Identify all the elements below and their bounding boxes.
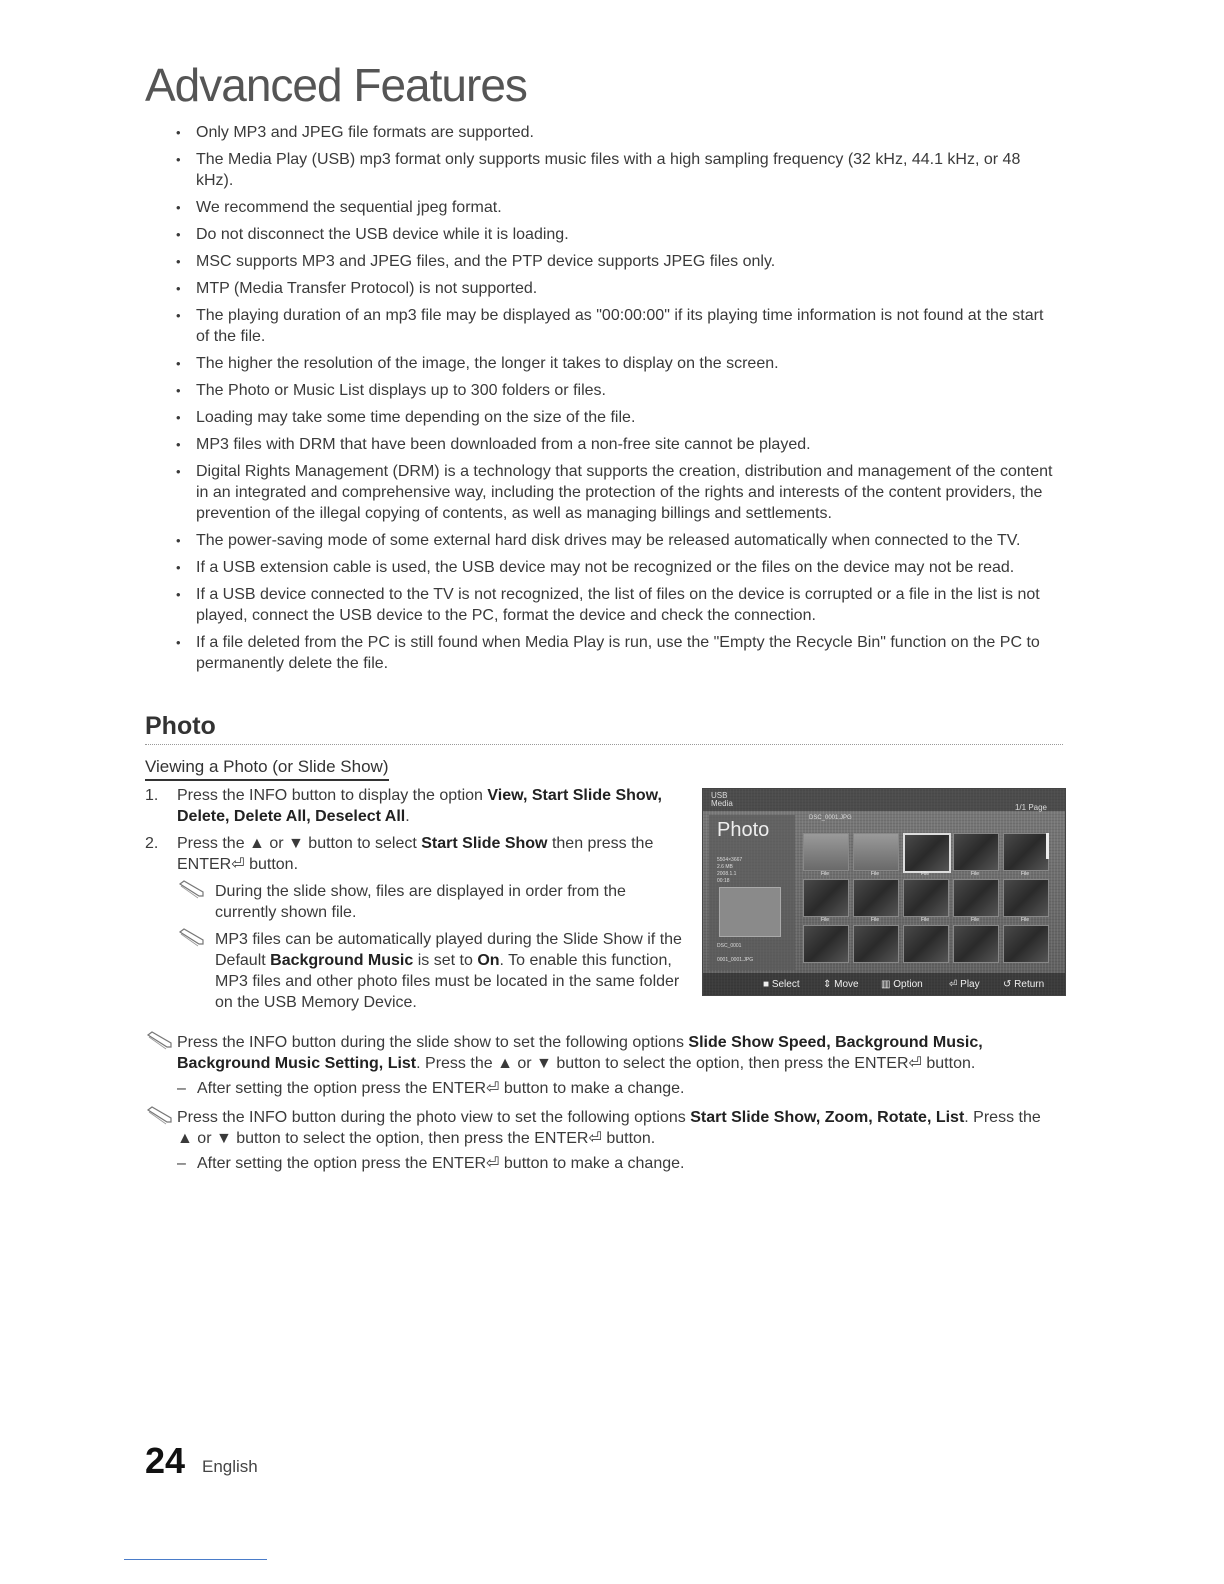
thumb-caption: File xyxy=(920,917,930,923)
text: button. xyxy=(244,856,299,873)
thumb-caption: File xyxy=(870,917,880,923)
list-item: • The Media Play (USB) mp3 format only supports music files with a high sampling frequency (32 kHz, 44.1 kHz, or 48 kHz). xyxy=(176,149,1056,191)
folder-thumbnail[interactable] xyxy=(803,833,849,871)
text: . xyxy=(405,808,410,825)
text: Press the xyxy=(177,835,250,852)
text: or xyxy=(192,1130,216,1147)
step-1 xyxy=(145,785,685,827)
tv-path: DSC_0001.JPG xyxy=(809,815,852,821)
thumbnail-grid xyxy=(801,833,1051,967)
text: button. xyxy=(921,1055,976,1072)
photo-thumbnail[interactable] xyxy=(853,879,899,917)
down-arrow-icon: ▼ xyxy=(215,1130,232,1147)
photo-thumbnail[interactable] xyxy=(903,833,951,873)
thumb-caption: File xyxy=(920,871,930,877)
tv-footer xyxy=(703,973,1065,995)
steps xyxy=(145,785,685,1019)
list-item: • We recommend the sequential jpeg format. xyxy=(176,197,1056,218)
text: button. xyxy=(601,1130,656,1147)
thumb-caption: File xyxy=(870,871,880,877)
photo-thumbnail[interactable] xyxy=(903,925,949,963)
enter-icon: ⏎ xyxy=(231,856,245,873)
select-hint: ■ Select xyxy=(763,979,800,990)
tv-photo-screen xyxy=(702,788,1066,996)
list-item: • MSC supports MP3 and JPEG files, and the PTP device supports JPEG files only. xyxy=(176,251,1056,272)
text: Press the xyxy=(177,787,250,804)
enter-icon: ⏎ xyxy=(908,1055,922,1072)
section-title-photo: Photo xyxy=(145,712,216,740)
photo-thumbnail[interactable] xyxy=(903,879,949,917)
enter-key: ENTER xyxy=(431,1080,487,1097)
pencil-note-icon xyxy=(177,928,207,948)
enter-key: ENTER xyxy=(534,1130,589,1147)
move-hint: ⇕ Move xyxy=(823,979,859,990)
photo-thumbnail[interactable] xyxy=(953,925,999,963)
photo-thumbnail[interactable] xyxy=(953,833,999,871)
photo-thumbnail[interactable] xyxy=(953,879,999,917)
tv-header xyxy=(703,789,1065,811)
media-label: Media xyxy=(711,799,733,808)
text: button to select the option, then press the xyxy=(551,1055,855,1072)
list-item: • MTP (Media Transfer Protocol) is not supported. xyxy=(176,278,1056,299)
list-item: • The power-saving mode of some external hard disk drives may be released automatically when connected to the TV. xyxy=(176,530,1056,551)
info-line: 5504×3667 xyxy=(717,857,743,863)
list-item: • The higher the resolution of the image, the longer it takes to display on the screen. xyxy=(176,353,1056,374)
option-name: Background Music xyxy=(270,952,414,969)
enter-key: ENTER xyxy=(431,1155,487,1172)
source-label: USB xyxy=(711,791,728,800)
file-info xyxy=(717,857,742,885)
up-arrow-icon: ▲ xyxy=(249,835,265,852)
info-line: 2.6 MB xyxy=(717,864,733,870)
text: or xyxy=(512,1055,537,1072)
pencil-note-icon xyxy=(145,1031,175,1051)
subsection-title: Viewing a Photo (or Slide Show) xyxy=(145,757,389,781)
footer-line xyxy=(124,1559,267,1560)
photo-thumbnail[interactable] xyxy=(803,925,849,963)
list-item: • If a USB extension cable is used, the USB device may not be recognized or the files on the device may not be read. xyxy=(176,557,1056,578)
step-2 xyxy=(145,833,685,1013)
folder-thumbnail[interactable] xyxy=(853,833,899,871)
thumb-caption: File xyxy=(970,917,980,923)
thumb-caption: File xyxy=(820,917,830,923)
text: button to make a change. xyxy=(499,1155,685,1172)
list-item: • Digital Rights Management (DRM) is a technology that supports the creation, distribution and management of the content in an integrated and comprehensive way, including the protection of the rights and interests of the content providers, the prevention of the illegal copying of contents, as well as managing billings and settlements. xyxy=(176,461,1056,524)
thumb-caption: File xyxy=(820,871,830,877)
photo-preview xyxy=(719,887,781,937)
list-item: • The Photo or Music List displays up to 300 folders or files. xyxy=(176,380,1056,401)
text: Press the xyxy=(177,1109,250,1126)
note xyxy=(177,881,685,923)
enter-key: ENTER xyxy=(854,1055,909,1072)
pencil-note-icon xyxy=(145,1106,175,1126)
text: MP3 files can be automatically played during the Slide Show if the Default xyxy=(215,931,682,969)
text: button during the slide show to set the following options xyxy=(287,1034,689,1051)
thumb-caption: File xyxy=(1020,917,1030,923)
text: After setting the option press the xyxy=(197,1080,432,1097)
down-arrow-icon: ▼ xyxy=(288,835,304,852)
text: Press the xyxy=(177,1034,250,1051)
text: button during the photo view to set the following options xyxy=(287,1109,691,1126)
usb-notes-list xyxy=(176,122,1056,680)
page-indicator: 1/1 Page xyxy=(1014,803,1047,812)
list-item: • The playing duration of an mp3 file may be displayed as "00:00:00" if its playing time information is not found at the start of the file. xyxy=(176,305,1056,347)
option-names: View, Start Slide Show, Delete, Delete All, Deselect All xyxy=(177,787,662,825)
text: is set to xyxy=(413,952,478,969)
return-hint: ↺ Return xyxy=(1003,979,1045,990)
pencil-note-icon xyxy=(177,880,207,900)
option-names: Start Slide Show, Zoom, Rotate, List xyxy=(690,1109,965,1126)
enter-icon: ⏎ xyxy=(486,1080,500,1097)
option-value: On xyxy=(477,952,500,969)
option-hint: ▥ Option xyxy=(881,979,923,990)
sub-note xyxy=(145,1153,1060,1174)
enter-icon: ⏎ xyxy=(486,1155,500,1172)
text: . To enable this function, MP3 files and other photo files must be located in the same folder on the USB Memory Device. xyxy=(215,952,680,1011)
info-key: INFO xyxy=(249,1034,288,1051)
up-arrow-icon: ▲ xyxy=(177,1130,193,1147)
step-number: 2. xyxy=(145,835,159,852)
info-line: 2008.1.1 xyxy=(717,871,737,877)
file-name: 0001_0001.JPG xyxy=(717,957,754,963)
tv-source xyxy=(711,792,751,808)
list-item: • MP3 files with DRM that have been downloaded from a non-free site cannot be played. xyxy=(176,434,1056,455)
enter-icon: ⏎ xyxy=(588,1130,602,1147)
play-hint: ⏎ Play xyxy=(949,979,980,990)
list-item: • Only MP3 and JPEG file formats are supported. xyxy=(176,122,1056,143)
photo-thumbnail[interactable] xyxy=(853,925,899,963)
list-item: • If a file deleted from the PC is still found when Media Play is run, use the "Empty the Recycle Bin" function on the PC to permanently delete the file. xyxy=(176,632,1056,674)
dash: – xyxy=(177,1155,186,1172)
bottom-notes xyxy=(145,1032,1060,1182)
info-line: 00:18 xyxy=(717,878,730,884)
text: or xyxy=(264,835,288,852)
dash: – xyxy=(177,1080,186,1097)
list-item: • If a USB device connected to the TV is not recognized, the list of files on the device is corrupted or a file in the list is not played, connect the USB device to the PC, format the device and check the connection. xyxy=(176,584,1056,626)
preview-name: DSC_0001 xyxy=(717,943,742,949)
list-item: • Do not disconnect the USB device while it is loading. xyxy=(176,224,1056,245)
thumb-caption: File xyxy=(1020,871,1030,877)
up-arrow-icon: ▲ xyxy=(497,1055,513,1072)
down-arrow-icon: ▼ xyxy=(536,1055,552,1072)
info-key: INFO xyxy=(249,787,288,804)
text: then press the xyxy=(547,835,654,852)
thumb-caption: File xyxy=(970,871,980,877)
text: button to make a change. xyxy=(499,1080,685,1097)
option-name: Start Slide Show xyxy=(421,835,548,852)
page-number: 24 xyxy=(145,1440,186,1481)
tv-section-title: Photo xyxy=(717,819,770,841)
text: button to select xyxy=(303,835,422,852)
note xyxy=(177,929,685,1013)
text: . Press the xyxy=(416,1055,498,1072)
note xyxy=(145,1032,1060,1074)
text: button to display the option xyxy=(287,787,488,804)
photo-thumbnail[interactable] xyxy=(803,879,849,917)
sub-note xyxy=(145,1078,1060,1099)
section-divider xyxy=(145,744,1063,745)
photo-thumbnail[interactable] xyxy=(1003,833,1049,871)
list-item: • Loading may take some time depending on the size of the file. xyxy=(176,407,1056,428)
info-key: INFO xyxy=(249,1109,288,1126)
page-language: English xyxy=(202,1457,258,1476)
step-number: 1. xyxy=(145,787,159,804)
text: button to select the option, then press the xyxy=(231,1130,535,1147)
enter-key: ENTER xyxy=(177,856,232,873)
photo-thumbnail[interactable] xyxy=(1003,879,1049,917)
scrollbar[interactable] xyxy=(1046,833,1049,859)
note xyxy=(145,1107,1060,1149)
photo-thumbnail[interactable] xyxy=(1003,925,1049,963)
text: . Press the xyxy=(964,1109,1041,1126)
text: After setting the option press the xyxy=(197,1155,432,1172)
note-text: During the slide show, files are displayed in order from the currently shown file. xyxy=(215,883,626,921)
option-names: Slide Show Speed, Background Music, Background Music Setting, List xyxy=(177,1034,983,1072)
tv-info-panel xyxy=(709,815,795,970)
page-title: Advanced Features xyxy=(145,59,527,111)
